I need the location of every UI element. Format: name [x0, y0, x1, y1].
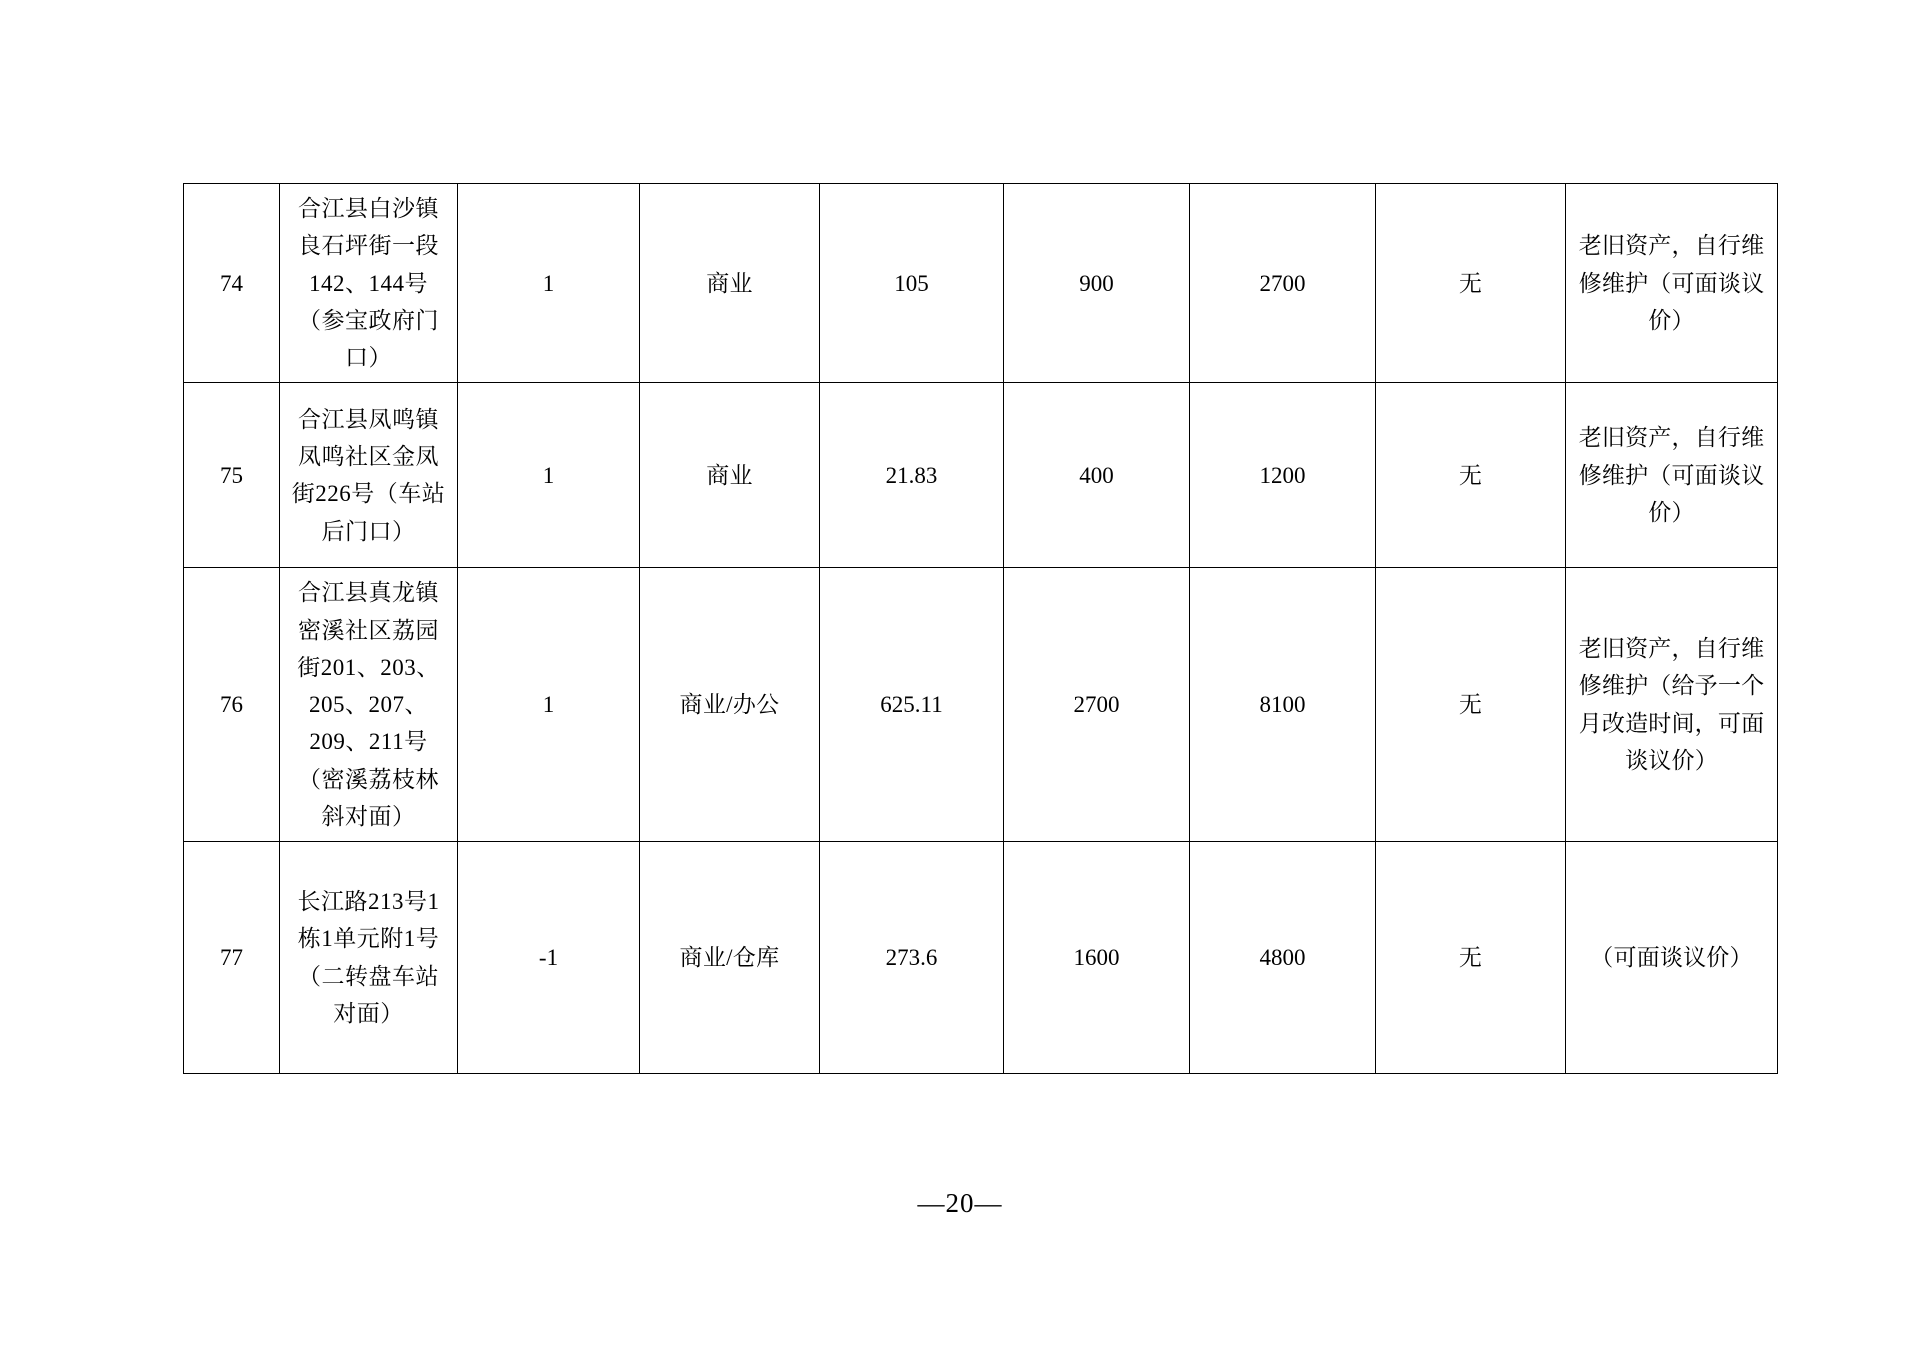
page-number: —20— [917, 1188, 1003, 1218]
row-address: 合江县凤鸣镇凤鸣社区金凤街226号（车站后门口） [280, 383, 458, 568]
row-index: 76 [184, 568, 280, 842]
row-note: 老旧资产，自行维修维护（可面谈议价） [1566, 383, 1778, 568]
row-extra: 无 [1376, 184, 1566, 383]
row-floor: 1 [458, 383, 640, 568]
row-unit-price: 2700 [1004, 568, 1190, 842]
row-area: 105 [820, 184, 1004, 383]
assets-table [183, 183, 1778, 1074]
row-use: 商业 [640, 184, 820, 383]
table-row [184, 184, 1778, 383]
row-unit-price: 1600 [1004, 842, 1190, 1074]
row-note: 老旧资产，自行维修维护（给予一个月改造时间，可面谈议价） [1566, 568, 1778, 842]
row-address: 合江县真龙镇密溪社区荔园街201、203、205、207、209、211号（密溪荔枝林斜对面） [280, 568, 458, 842]
row-floor: -1 [458, 842, 640, 1074]
row-total-price: 2700 [1190, 184, 1376, 383]
row-index: 75 [184, 383, 280, 568]
row-total-price: 8100 [1190, 568, 1376, 842]
row-unit-price: 400 [1004, 383, 1190, 568]
row-total-price: 1200 [1190, 383, 1376, 568]
row-index: 77 [184, 842, 280, 1074]
table-row [184, 842, 1778, 1074]
row-index: 74 [184, 184, 280, 383]
row-use: 商业/仓库 [640, 842, 820, 1074]
row-area: 625.11 [820, 568, 1004, 842]
row-extra: 无 [1376, 383, 1566, 568]
row-floor: 1 [458, 184, 640, 383]
row-use: 商业 [640, 383, 820, 568]
row-extra: 无 [1376, 568, 1566, 842]
row-extra: 无 [1376, 842, 1566, 1074]
row-note: 老旧资产，自行维修维护（可面谈议价） [1566, 184, 1778, 383]
row-note: （可面谈议价） [1566, 842, 1778, 1074]
row-area: 273.6 [820, 842, 1004, 1074]
table-row [184, 568, 1778, 842]
table-row [184, 383, 1778, 568]
row-floor: 1 [458, 568, 640, 842]
row-address: 合江县白沙镇良石坪街一段142、144号（参宝政府门口） [280, 184, 458, 383]
row-unit-price: 900 [1004, 184, 1190, 383]
row-address: 长江路213号1栋1单元附1号（二转盘车站对面） [280, 842, 458, 1074]
row-total-price: 4800 [1190, 842, 1376, 1074]
row-use: 商业/办公 [640, 568, 820, 842]
row-area: 21.83 [820, 383, 1004, 568]
